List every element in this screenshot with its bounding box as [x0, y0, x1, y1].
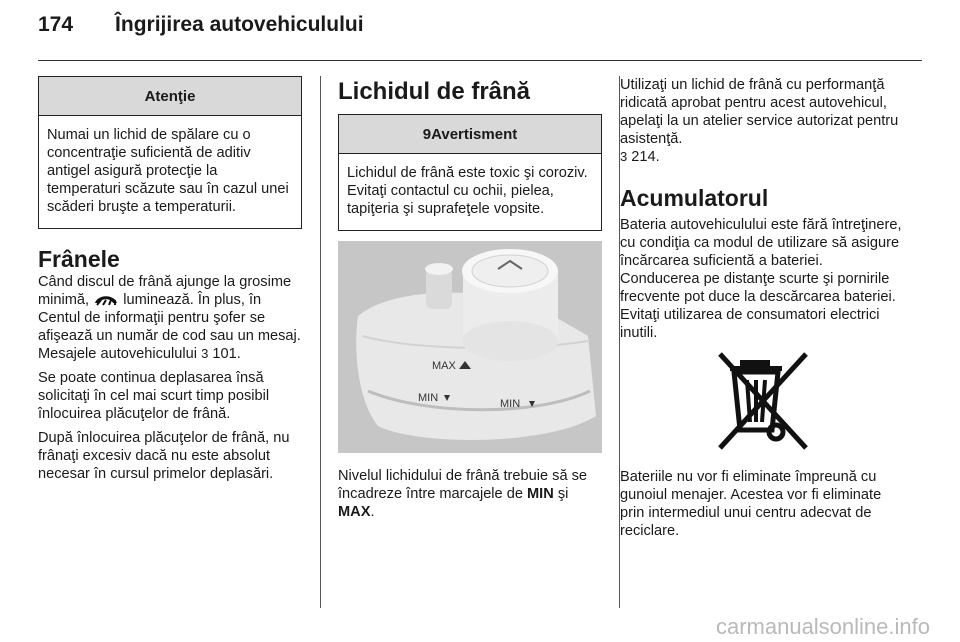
brakes-paragraph-3: După înlocuirea plăcuţelor de frână, nu frânaţi excesiv dacă nu este absolut necesar în cursul primelor deplasări.: [38, 430, 290, 482]
header-divider: [38, 60, 922, 61]
battery-paragraph-1: Bateria autovehiculului este fără întreţinere, cu condiţia ca modul de utilizare să asigure încărcarea suficientă a bateriei. Conducerea pe distanţe scurte şi pornirile frecvente pot duce la descărcarea bateriei. Evitaţi utilizarea de consumatori electrici inutili.: [620, 217, 902, 341]
attention-box-title: Atenţie: [39, 77, 301, 116]
page-number: 174: [38, 13, 74, 36]
column-right: [620, 76, 905, 540]
brake-fluid-usage-text: Utilizaţi un lichid de frână cu performanţă ridicată aprobat pentru acest autovehicul, apelaţi la un atelier service autorizat pentru asistenţă. 3 214.: [620, 77, 899, 165]
battery-heading: Acumulatorul: [620, 185, 769, 211]
min-mark-label-left: MIN: [418, 392, 439, 404]
ref-arrow-icon: 3: [201, 346, 209, 361]
brakes-paragraph-1: Când discul de frână ajunge la grosime minimă, luminează. În plus, în Centul de informaţii pentru şofer se afişează un număr de cod sau un mesaj. Mesajele autovehiculului 3 101.: [38, 274, 301, 362]
battery-paragraph-2: Bateriile nu vor fi eliminate împreună cu gunoiul menajer. Acestea vor fi eliminate prin intermediul unui centru adecvat de reciclare.: [620, 469, 882, 539]
page-reference: 101.: [212, 346, 241, 362]
warning-box: [338, 114, 602, 231]
column-divider-1: [320, 76, 321, 608]
column-left: [38, 76, 302, 483]
page-header: [38, 10, 364, 40]
brakes-heading: Frânele: [38, 246, 120, 272]
warning-box-text: Lichidul de frână este toxic şi coroziv. Evitaţi contactul cu ochii, pielea, tapiţeria şi suprafeţele vopsite.: [347, 165, 588, 217]
attention-box: [38, 76, 302, 229]
column-middle: [338, 76, 602, 521]
brake-fluid-reservoir-photo: [338, 241, 602, 453]
attention-box-text: Numai un lichid de spălare cu o concentraţie suficientă de aditiv antigel asigură protecţie la temperaturi scăzute sau în cazul unei scăderi bruşte a temperaturii.: [47, 127, 289, 215]
brake-pad-warning-icon: [93, 291, 119, 307]
chapter-title: Îngrijirea autovehiculului: [115, 13, 364, 36]
watermark: carmanualsonline.info: [715, 614, 930, 639]
brake-fluid-heading: Lichidul de frână: [338, 78, 531, 105]
max-mark-label: MAX: [432, 360, 456, 372]
min-mark-label-right: MIN: [500, 398, 521, 410]
brakes-paragraph-2: Se poate continua deplasarea însă solicitaţi în cel mai scurt timp posibil înlocuirea plăcuţelor de frână.: [38, 370, 270, 422]
photo-caption: Nivelul lichidului de frână trebuie să se încadreze între marcajele de MIN şi MAX.: [338, 468, 588, 520]
warning-triangle-icon: 9: [422, 125, 432, 143]
page-reference: 214.: [631, 149, 660, 165]
crossed-out-bin-icon: [620, 348, 905, 458]
ref-arrow-icon: 3: [620, 149, 628, 164]
warning-box-title: 9 Avertisment: [339, 115, 601, 154]
